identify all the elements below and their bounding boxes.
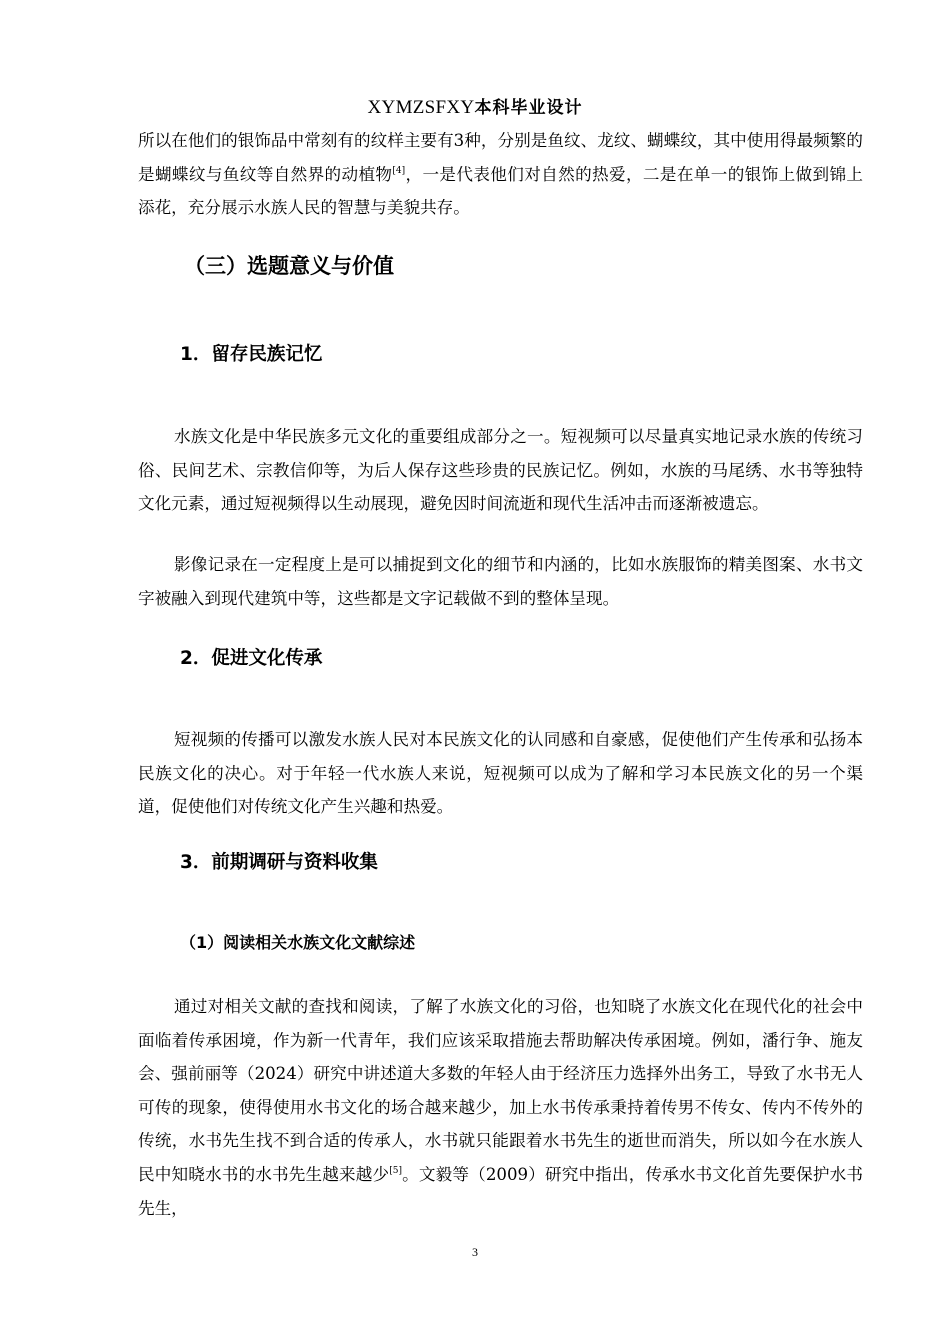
memory-paragraph-1: 水族文化是中华民族多元文化的重要组成部分之一。短视频可以尽量真实地记录水族的传统习俗、民间艺术、宗教信仰等，为后人保存这些珍贵的民族记忆。例如，水族的马尾绣、水书等独特文化元素，通过短视频得以生动展现，避免因时间流逝和现代生活冲击而逐渐被遗忘。: [138, 427, 863, 514]
intro-paragraph: [138, 124, 863, 225]
memory-paragraph-2: 影像记录在一定程度上是可以捕捉到文化的细节和内涵的，比如水族服饰的精美图案、水书文字被融入到现代建筑中等，这些都是文字记载做不到的整体呈现。: [138, 555, 863, 608]
header-cn: 本科毕业设计: [474, 98, 583, 118]
literature-paragraph: [138, 990, 863, 1225]
literature-text-b: 。文毅等（2009）研究中指出，传承水书文化首先要保护水书先生，: [138, 1164, 863, 1218]
page-number: 3: [472, 1245, 478, 1259]
subsubsection-title-literature: （1）阅读相关水族文化文献综述: [180, 933, 416, 952]
intro-text-a: 所以在他们的银饰品中常刻有的纹样主要有3种，分别是鱼纹、龙纹、蝴蝶纹，其中使用得最频繁的是蝴蝶纹与鱼纹等自然界的动植物: [138, 131, 863, 184]
inheritance-paragraph: 短视频的传播可以激发水族人民对本民族文化的认同感和自豪感，促使他们产生传承和弘扬本民族文化的决心。对于年轻一代水族人来说，短视频可以成为了解和学习本民族文化的另一个渠道，促使他们对传统文化产生兴趣和热爱。: [138, 730, 863, 817]
literature-text-a: 通过对相关文献的查找和阅读，了解了水族文化的习俗，也知晓了水族文化在现代化的社会中面临着传承困境，作为新一代青年，我们应该采取措施去帮助解决传承困境。例如，潘行争、施友会、强前丽等（2024）研究中讲述道大多数的年轻人由于经济压力选择外出务工，导致了水书无人可传的现象，使得使用水书文化的场合越来越少，加上水书传承秉持着传男不传女、传内不传外的传统，水书先生找不到合适的传承人，水书就只能跟着水书先生的逝世而消失，所以如今在水族人民中知晓水书的水书先生越来越少: [138, 997, 863, 1184]
page-header: [0, 96, 950, 120]
subsection-title-research: 3．前期调研与资料收集: [180, 852, 378, 873]
intro-text-b: ，一是代表他们对自然的热爱，二是在单一的银饰上做到锦上添花，充分展示水族人民的智慧与美貌共存。: [138, 164, 863, 218]
subsection-title-inheritance: 2．促进文化传承: [180, 648, 323, 669]
citation-ref-4: [4]: [392, 165, 406, 176]
subsection-title-memory: 1．留存民族记忆: [180, 344, 323, 365]
section-title-significance: （三）选题意义与价值: [184, 254, 394, 278]
header-latin: XYMZSFXY: [367, 97, 475, 118]
citation-ref-5: [5]: [389, 1165, 402, 1176]
